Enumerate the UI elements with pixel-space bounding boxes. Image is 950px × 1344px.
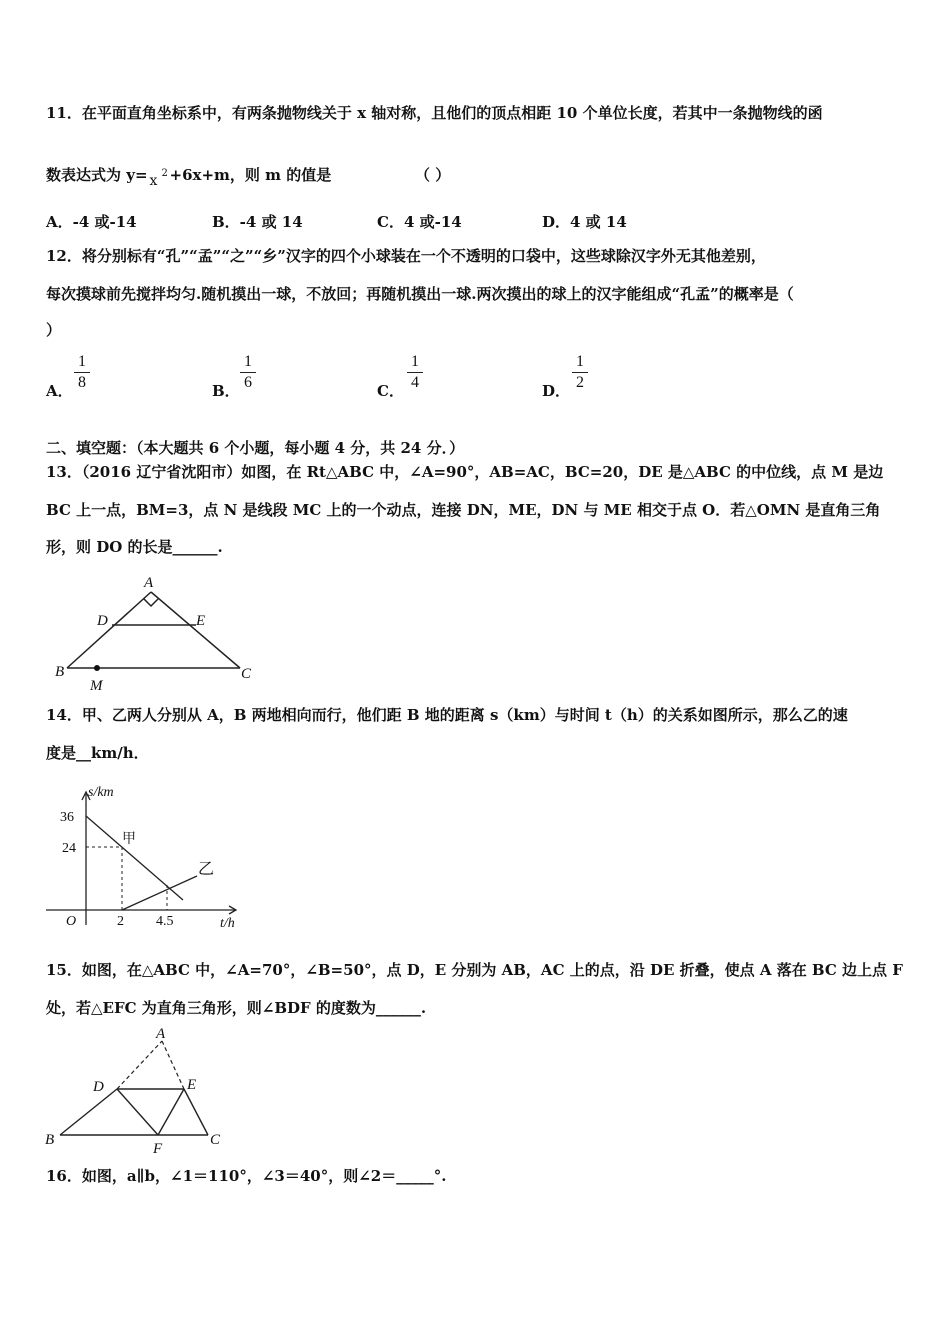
q15-label-f: F [153,1141,163,1157]
q12-option-d-fraction: 1 2 [572,353,588,392]
q14-origin-label: O [66,914,77,929]
q12-option-a-fraction: 1 8 [74,353,90,392]
q14-label-jia: 甲 [122,832,136,847]
q13-triangle-figure [50,572,260,694]
q11-sup-2: 2 [161,168,168,179]
q11-line1: 11．在平面直角坐标系中，有两条抛物线关于 x 轴对称，且他们的顶点相距 10 个单位长度，若其中一条抛物线的函 [46,104,823,122]
q16-line1: 16．如图，a∥b，∠1＝110°，∠3＝40°，则∠2＝_____°. [46,1167,447,1185]
q15-label-c: C [210,1132,221,1148]
q13-label-a: A [144,575,154,591]
q14-line-jia [86,816,183,900]
q12-option-b-fraction: 1 6 [240,353,256,392]
q15-line2: 处，若△EFC 为直角三角形，则∠BDF 的度数为______. [46,999,427,1017]
q14-line-yi [122,876,197,910]
q11-option-a: A．-4 或-14 [46,213,137,231]
q12-option-b-label: B． [212,382,240,400]
q11-sup-x: x [149,173,158,189]
q15-line1: 15．如图，在△ABC 中，∠A=70°，∠B=50°，点 D，E 分别为 AB，AC 上的点，沿 DE 折叠，使点 A 落在 BC 边上点 F [46,961,903,979]
q14-tick-24: 24 [62,841,76,856]
q15-folding-figure [40,1025,240,1157]
q11-answer-paren: （ ） [415,166,451,184]
q11-option-b: B．-4 或 14 [212,213,303,231]
q13-label-b: B [55,664,65,680]
q12-option-d-label: D． [542,382,571,400]
section2-heading: 二、填空题：（本大题共 6 个小题，每小题 4 分，共 24 分．） [46,439,465,457]
q15-label-d: D [93,1079,104,1095]
q14-line2: 度是__km/h． [46,744,149,762]
q14-label-yi: 乙 [198,861,215,878]
q12-option-c-label: C． [377,382,404,400]
q11-line2 [46,165,332,189]
q11-option-d: D．4 或 14 [542,213,627,231]
q14-tick-36: 36 [60,810,74,825]
q15-label-e: E [187,1077,197,1093]
q13-line2: BC 上一点，BM=3，点 N 是线段 MC 上的一个动点，连接 DN，ME，DN 与 ME 相交于点 O．若△OMN 是直角三角 [46,501,881,519]
q13-label-m: M [90,678,103,694]
q12-line3: ） [46,321,62,339]
q12-option-a-label: A． [46,382,73,400]
q14-distance-time-graph [40,780,250,932]
q13-line3: 形，则 DO 的长是______. [46,538,223,556]
q12-line2: 每次摸球前先搅拌均匀.随机摸出一球，不放回；再随机摸出一球.两次摸出的球上的汉字能组成“孔孟”的概率是（ [46,285,794,303]
q13-line1: 13．（2016 辽宁省沈阳市）如图，在 Rt△ABC 中，∠A=90°，AB=AC，BC=20，DE 是△ABC 的中位线，点 M 是边 [46,463,884,481]
q13-point-m [94,665,100,671]
q12-option-c-fraction: 1 4 [407,353,423,392]
q14-tick-4-5: 4.5 [156,914,174,929]
q14-y-label: s/km [88,785,114,800]
q13-label-e: E [196,613,206,629]
q14-tick-2: 2 [117,914,124,929]
q15-label-b: B [45,1132,55,1148]
q13-label-c: C [241,666,252,682]
q11-line2-a: 数表达式为 y= [46,166,148,184]
q12-line1: 12．将分别标有“孔”“孟”“之”“乡”汉字的四个小球装在一个不透明的口袋中，这些球除汉字外无其他差别， [46,247,766,265]
q14-x-label: t/h [220,916,235,931]
q15-label-a: A [156,1026,166,1042]
q11-option-c: C．4 或-14 [377,213,462,231]
q13-label-d: D [97,613,108,629]
q11-line2-b: +6x+m，则 m 的值是 [169,166,332,184]
q14-line1: 14．甲、乙两人分别从 A，B 两地相向而行，他们距 B 地的距离 s（km）与时间 t（h）的关系如图所示，那么乙的速 [46,706,848,724]
